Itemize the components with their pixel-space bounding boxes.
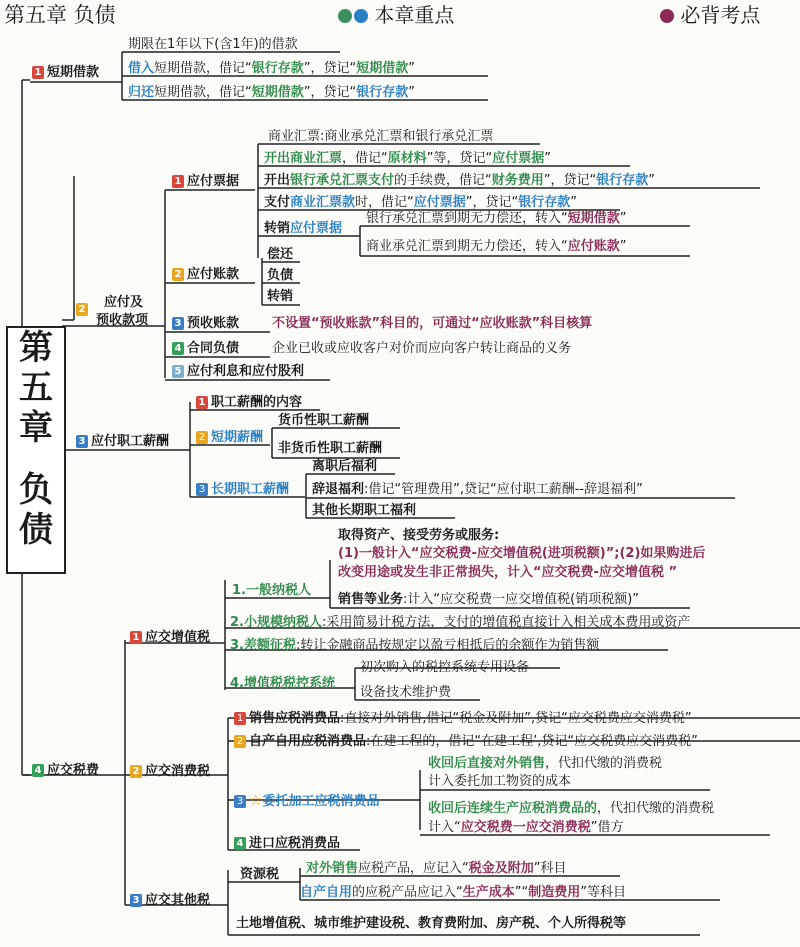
number-badge: 4 xyxy=(32,764,44,777)
vat-sales xyxy=(338,592,639,608)
node-short-loan xyxy=(32,65,99,81)
number-badge: 3 xyxy=(234,795,246,808)
consumption-import xyxy=(234,836,340,852)
node-consumption-tax xyxy=(130,764,210,780)
notes-bank-default xyxy=(366,211,627,227)
text-plain: ”等，贷记“ xyxy=(426,151,493,166)
vat-general: 1.一般纳税人 xyxy=(232,583,311,598)
text-plain: ，借记“ xyxy=(342,151,388,166)
node-label: 应付票据 xyxy=(187,174,240,189)
text-highlight: 应付票据 xyxy=(290,221,343,236)
text-plain: :借记“管理费用”,贷记“应付职工薪酬--辞退福利” xyxy=(364,482,643,497)
consumption-selfuse xyxy=(234,734,698,750)
text-highlight: 应交税费一应交消费税 xyxy=(460,820,591,835)
advance-note: 不设置“预收账款”科目的，可通过“应收账款”科目核算 xyxy=(272,316,593,331)
notes-commercial-default xyxy=(366,239,627,255)
node-advance-receipts xyxy=(172,316,239,332)
text-highlight: 应付票据 xyxy=(413,195,466,210)
text-plain: ，代扣代缴的消费税 xyxy=(597,801,715,816)
node-label: 应付账款 xyxy=(187,267,240,282)
node-employee-pay xyxy=(76,434,169,450)
node-label: 应交其他税 xyxy=(145,893,211,908)
text-plain: ”“ xyxy=(514,885,529,900)
text-plain: ”借方 xyxy=(590,820,624,835)
text-plain: ，代扣代缴的消费税 xyxy=(545,756,663,771)
entrusted-continue xyxy=(428,801,714,817)
contract-note: 企业已收或应收客户对价而应向客户转让商品的义务 xyxy=(272,341,572,356)
node-label: 长期职工薪酬 xyxy=(211,482,290,497)
text-highlight: 对外销售 xyxy=(306,861,359,876)
text-plain: ” xyxy=(408,85,416,100)
salary-other-long: 其他长期职工福利 xyxy=(312,503,417,518)
text-highlight: 银行存款 xyxy=(251,61,304,76)
legend-must-label: 必背考点 xyxy=(680,3,761,27)
text-plain: 银行承兑汇票到期无力偿还，转入“ xyxy=(366,211,568,226)
resource-external xyxy=(306,861,567,877)
text-plain: ” xyxy=(408,61,416,76)
text-highlight: 短期借款 xyxy=(251,85,304,100)
text-highlight: 制造费用 xyxy=(528,885,581,900)
vat-control: 4.增值税税控系统 xyxy=(230,676,335,691)
number-badge: 2 xyxy=(130,765,142,778)
entrusted-debit xyxy=(428,820,624,836)
chapter-char: 债 xyxy=(19,510,53,550)
notes-fee xyxy=(264,173,655,189)
text-plain: ”等科目 xyxy=(580,885,627,900)
legend-key-label: 本章重点 xyxy=(374,3,455,27)
entrusted-direct xyxy=(428,756,662,772)
text-plain: ” xyxy=(544,151,552,166)
number-badge: 3 xyxy=(130,894,142,907)
node-label: 短期薪酬 xyxy=(211,430,264,445)
text-highlight: 2.小规模纳税人 xyxy=(230,615,322,630)
text-highlight: 自产自用 xyxy=(300,885,353,900)
vat-input-1: (1)一般计入“应交税费-应交增值税(进项税额)”;(2)如果购进后 xyxy=(338,546,706,561)
text-highlight: 原材料 xyxy=(387,151,427,166)
chapter-char: 五 xyxy=(19,368,53,408)
text-highlight: 银行存款 xyxy=(356,85,409,100)
text-highlight: 短期借款 xyxy=(356,61,409,76)
text-highlight: 银行存款 xyxy=(518,195,571,210)
vat-input-2: 改变用途或发生非正常损失，计入“应交税费-应交增值税 ” xyxy=(338,565,678,580)
node-label: 应付利息和应付股利 xyxy=(187,364,305,379)
text-plain: 进口应税消费品 xyxy=(249,836,341,851)
number-badge: 2 xyxy=(234,735,246,748)
text-highlight: 财务费用 xyxy=(491,173,544,188)
chapter-char: 章 xyxy=(19,408,53,448)
node-contract-liability xyxy=(172,341,239,357)
text-highlight: 收回后连续生产应税消费品的 xyxy=(428,801,598,816)
text-plain: 短期借款，借记“ xyxy=(154,61,252,76)
accounts-writeoff: 转销 xyxy=(267,289,294,304)
accounts-liability: 负债 xyxy=(267,268,294,283)
text-plain: 支付 xyxy=(264,195,291,210)
number-badge: 2 xyxy=(76,303,88,316)
node-other-taxes xyxy=(130,893,210,909)
number-badge: 1 xyxy=(234,712,246,725)
node-vat xyxy=(130,630,210,646)
short-loan-borrow xyxy=(128,61,415,77)
text-plain: :采用简易计税方法，支付的增值税直接计入相关成本费用或资产 xyxy=(321,615,691,630)
text-highlight: 税金及附加 xyxy=(468,861,534,876)
text-plain: ” xyxy=(570,195,578,210)
notes-pay xyxy=(264,195,577,211)
vat-small xyxy=(230,615,690,631)
resource-selfuse xyxy=(300,885,626,901)
text-highlight: 商业汇票款 xyxy=(290,195,356,210)
chapter-char: 第 xyxy=(19,328,53,368)
accounts-repay: 偿还 xyxy=(267,247,294,262)
consumption-entrusted xyxy=(234,792,379,810)
text-plain: ” xyxy=(619,239,627,254)
notes-issue xyxy=(264,151,551,167)
text-plain: ”，贷记“ xyxy=(303,61,357,76)
node-label: 应交消费税 xyxy=(145,764,211,779)
number-badge: 1 xyxy=(172,175,184,188)
text-plain: ” xyxy=(619,211,627,226)
notes-transfer xyxy=(264,221,342,237)
text-highlight: 应付账款 xyxy=(567,239,620,254)
text-plain: 开出 xyxy=(264,173,291,188)
salary-monetary: 货币性职工薪酬 xyxy=(278,413,370,428)
text-highlight: 借入 xyxy=(128,61,155,76)
node-label: 应交增值税 xyxy=(145,630,211,645)
number-badge: 3 xyxy=(76,435,88,448)
number-badge: 1 xyxy=(32,66,44,79)
purple-dot-icon xyxy=(660,9,674,23)
number-badge: 1 xyxy=(196,396,208,409)
vat-control-maintenance: 设备技术维护费 xyxy=(360,685,452,700)
node-taxes xyxy=(32,763,99,779)
text-highlight: 生产成本 xyxy=(462,885,515,900)
text-highlight: 委托加工应税消费品 xyxy=(262,794,380,809)
short-loan-def: 期限在1年以下(含1年)的借款 xyxy=(128,37,298,52)
text-plain: ”科目 xyxy=(533,861,567,876)
text-highlight: 短期借款 xyxy=(567,211,620,226)
text-plain: 销售应税消费品 xyxy=(249,711,341,726)
chapter-box xyxy=(6,326,66,574)
text-highlight: 3.差额征税 xyxy=(230,638,296,653)
text-plain: 的手续费，借记“ xyxy=(394,173,492,188)
consumption-sale xyxy=(234,711,692,727)
number-badge: 3 xyxy=(196,483,208,496)
number-badge: 4 xyxy=(172,342,184,355)
text-plain: ”，贷记“ xyxy=(303,85,357,100)
node-label: 应付职工薪酬 xyxy=(91,434,170,449)
text-plain: 时，借记“ xyxy=(355,195,414,210)
vat-acquire: 取得资产、接受劳务或服务: xyxy=(338,528,500,543)
text-plain: ”，贷记“ xyxy=(465,195,519,210)
node-accounts-payable xyxy=(172,267,239,283)
text-highlight: 归还 xyxy=(128,85,155,100)
node-notes-payable xyxy=(172,174,239,190)
salary-long xyxy=(196,482,289,498)
salary-short xyxy=(196,430,263,446)
page-title: 第五章 负债 xyxy=(4,3,116,27)
node-label: 预收款项 xyxy=(96,313,149,328)
text-highlight: 应付票据 xyxy=(492,151,545,166)
chapter-char: 负 xyxy=(19,470,53,510)
text-plain: 应税产品，应记入“ xyxy=(358,861,469,876)
green-dot-icon xyxy=(338,9,352,23)
number-badge: 3 xyxy=(172,317,184,330)
salary-post-employment: 离职后福利 xyxy=(312,459,378,474)
short-loan-repay xyxy=(128,85,415,101)
vat-diff xyxy=(230,638,599,654)
text-highlight: 银行承兑汇票支付 xyxy=(290,173,395,188)
salary-nonmonetary: 非货币性职工薪酬 xyxy=(278,441,383,456)
vat-control-equipment: 初次购入的税控系统专用设备 xyxy=(360,660,530,675)
text-plain: :在建工程的，借记“在建工程’,贷记“应交税费应交消费税” xyxy=(366,734,698,749)
star-icon: ☆ xyxy=(249,791,263,809)
legend-must xyxy=(660,2,760,28)
node-label: 应付及 xyxy=(104,295,144,310)
text-highlight: 收回后直接对外销售 xyxy=(428,756,546,771)
text-plain: ”，贷记“ xyxy=(543,173,597,188)
text-plain: :计入“应交税费一应交增值税(销项税额)” xyxy=(403,592,640,607)
node-label: 职工薪酬的内容 xyxy=(211,395,303,410)
text-plain: 计入“ xyxy=(428,820,461,835)
text-plain: :直接对外销售,借记“税金及附加”,贷记“应交税费应交消费税” xyxy=(340,711,692,726)
text-plain: 辞退福利 xyxy=(312,482,365,497)
text-plain: :转让金融商品按规定以盈亏相抵后的余额作为销售额 xyxy=(295,638,600,653)
salary-termination xyxy=(312,482,643,498)
node-label: 短期借款 xyxy=(47,65,100,80)
text-plain: ” xyxy=(648,173,656,188)
text-highlight: 银行存款 xyxy=(596,173,649,188)
text-plain: 自产自用应税消费品 xyxy=(249,734,367,749)
number-badge: 1 xyxy=(130,631,142,644)
node-label: 合同负债 xyxy=(187,341,240,356)
resource-tax: 资源税 xyxy=(240,867,280,882)
blue-dot-icon xyxy=(354,9,368,23)
number-badge: 5 xyxy=(172,365,184,378)
text-plain: 短期借款，借记“ xyxy=(154,85,252,100)
text-plain: 的应税产品应记入“ xyxy=(352,885,463,900)
node-payables xyxy=(76,294,148,330)
entrusted-cost: 计入委托加工物资的成本 xyxy=(428,774,572,789)
legend-key xyxy=(338,2,454,28)
text-plain: 销售等业务 xyxy=(338,592,404,607)
node-label: 预收账款 xyxy=(187,316,240,331)
misc-taxes: 土地增值税、城市维护建设税、教育费附加、房产税、个人所得税等 xyxy=(236,916,627,931)
text-plain: 转销 xyxy=(264,221,291,236)
text-plain: 商业承兑汇票到期无力偿还，转入“ xyxy=(366,239,568,254)
number-badge: 2 xyxy=(172,268,184,281)
salary-content xyxy=(196,395,302,411)
node-interest-dividends xyxy=(172,364,304,380)
number-badge: 2 xyxy=(196,431,208,444)
notes-def: 商业汇票:商业承兑汇票和银行承兑汇票 xyxy=(268,129,494,144)
text-highlight: 开出商业汇票 xyxy=(264,151,343,166)
node-label: 应交税费 xyxy=(47,763,100,778)
number-badge: 4 xyxy=(234,837,246,850)
